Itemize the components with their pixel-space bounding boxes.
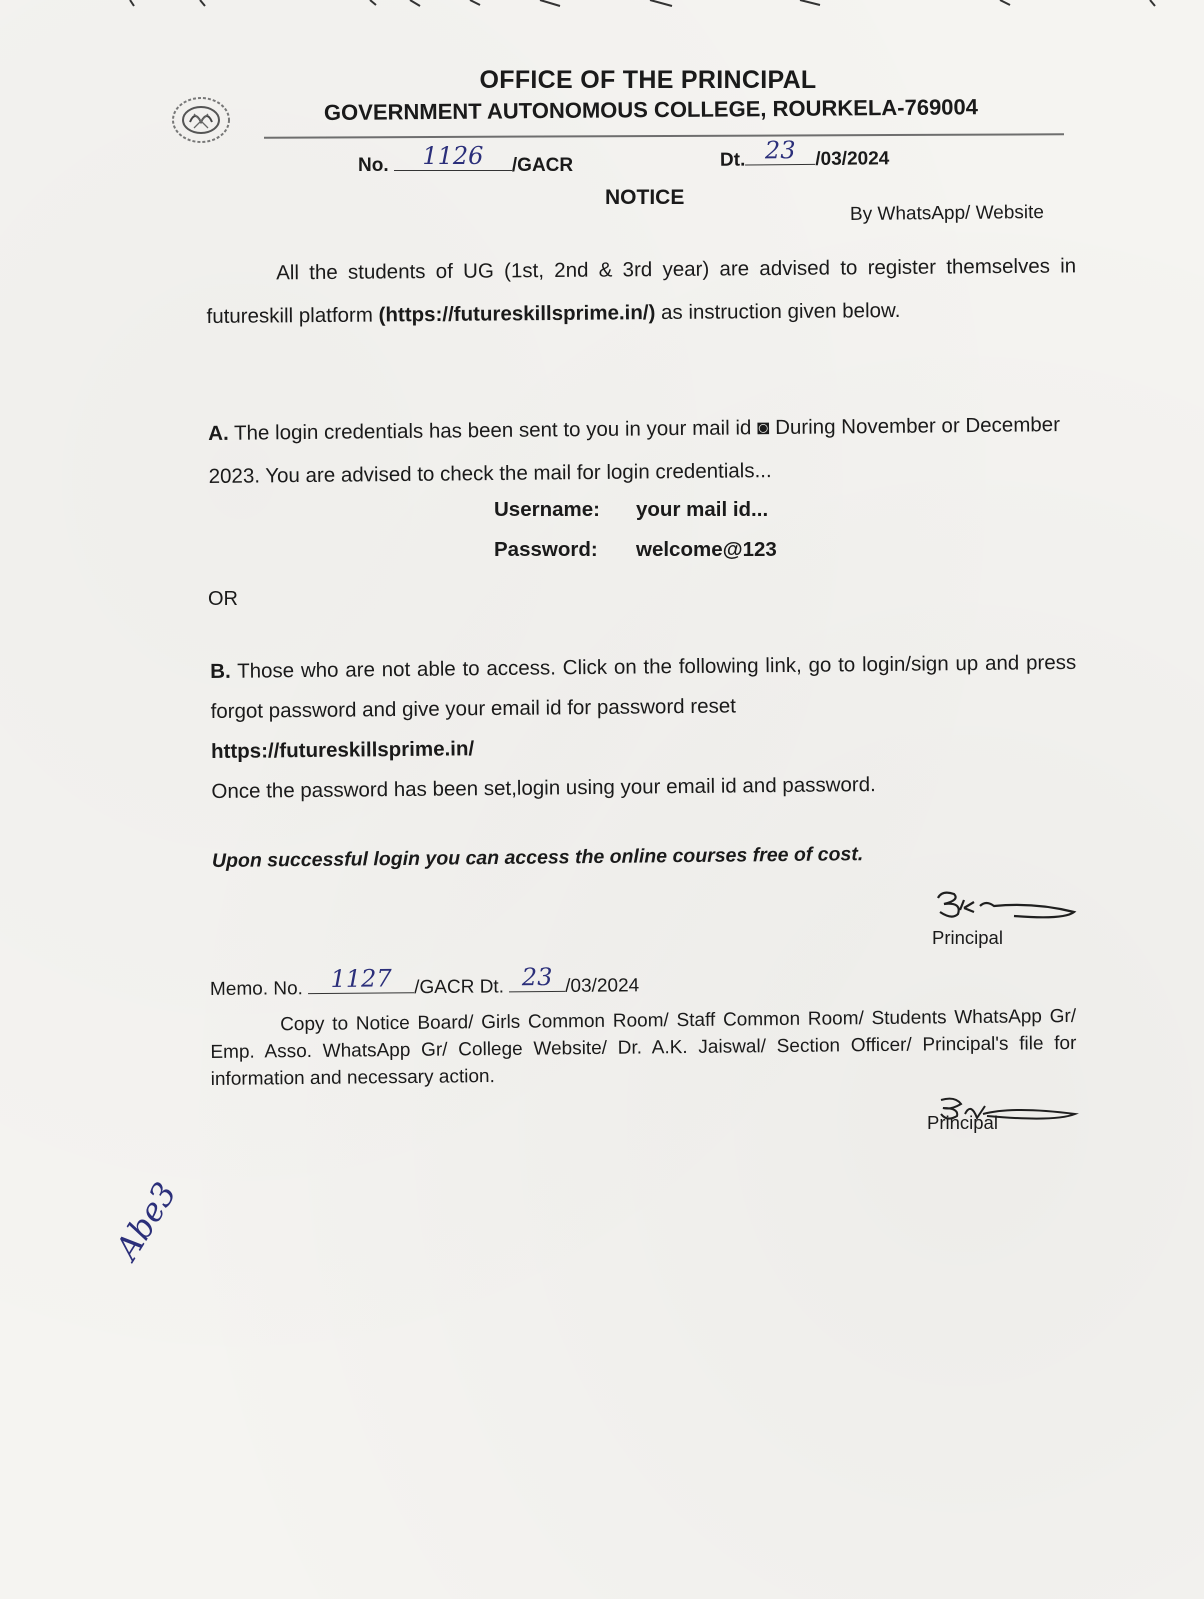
section-a-marker: A.: [208, 421, 229, 445]
institution-name: GOVERNMENT AUTONOMOUS COLLEGE, ROURKELA-769004: [323, 94, 979, 125]
ref-no-suffix: /GACR: [511, 155, 574, 176]
section-b-body: [210, 643, 1077, 732]
ref-no-blank: [394, 142, 512, 171]
header-divider: [264, 133, 1064, 138]
date-blank: [745, 136, 815, 166]
date-label: Dt.: [719, 149, 746, 171]
principal-signature-1: [930, 888, 1080, 949]
intro-paragraph: [206, 244, 1077, 338]
ref-no-label: No.: [358, 155, 389, 176]
memo-no-blank: [308, 964, 414, 994]
memo-label: Memo. No.: [209, 978, 304, 1000]
closing-statement: Upon successful login you can access the online courses free of cost.: [211, 843, 864, 872]
section-b-marker: B.: [210, 659, 231, 683]
date-day-handwritten: 23: [764, 136, 796, 165]
username-label: Username:: [494, 498, 600, 521]
section-a-text: The login credentials has been sent to you in your mail id ◙ During November or December 2023. You are advised to check the mail for login credentials...: [208, 413, 1061, 488]
password-label: Password:: [494, 538, 598, 561]
ref-no-handwritten: 1126: [422, 142, 484, 170]
username-value: your mail id...: [636, 498, 769, 521]
intro-link[interactable]: (https://futureskillsprime.in/): [378, 301, 656, 327]
signature-1-label: Principal: [932, 927, 1003, 948]
scan-edge-marks: [0, 0, 1204, 8]
password-value: welcome@123: [636, 538, 777, 561]
signature-2-label: Principal: [927, 1112, 998, 1133]
section-b-link[interactable]: https://futureskillsprime.in/: [210, 737, 475, 763]
signature-scribble-icon: [930, 888, 1080, 928]
copy-to-paragraph: [210, 1003, 1077, 1093]
memo-date-rest: /03/2024: [565, 975, 640, 997]
credential-username: [494, 498, 768, 522]
memo-date-blank: [509, 963, 565, 992]
office-title: OFFICE OF THE PRINCIPAL: [479, 66, 817, 94]
distribution-channel: By WhatsApp/ Website: [849, 201, 1045, 226]
date-rest: /03/2024: [815, 148, 890, 170]
college-seal-icon: [168, 92, 234, 146]
reference-date: [719, 136, 890, 171]
intro-text: All the students of UG (1st, 2nd & 3rd year) are advised to register themselves in futureskill platform: [206, 254, 1077, 328]
section-b: [210, 643, 1078, 812]
copy-text: Copy to Notice Board/ Girls Common Room/ Staff Common Room/ Students WhatsApp Gr/ Emp. Asso. WhatsApp Gr/ College Website/ Dr. A.K. Jaiswal/ Section Officer/ Principal's file for information and necessary action.: [210, 1005, 1077, 1090]
notice-heading: NOTICE: [605, 186, 685, 209]
or-separator: OR: [208, 588, 238, 610]
credential-password: [494, 538, 777, 562]
memo-no-handwritten: 1127: [330, 964, 392, 993]
memo-reference: [209, 963, 640, 1001]
section-b-after: Once the password has been set,login using your email id and password.: [211, 773, 876, 803]
memo-suffix: /GACR Dt.: [414, 976, 505, 999]
section-b-text: Those who are not able to access. Click on the following link, go to login/sign up and press forgot password and give your email id for password reset: [210, 650, 1077, 723]
reference-number: [358, 142, 574, 177]
memo-date-handwritten: 23: [521, 963, 553, 992]
section-a: [208, 403, 1079, 498]
intro-text-end: as instruction given below.: [655, 298, 901, 325]
margin-initials-handwritten: Abe3: [107, 1175, 184, 1266]
